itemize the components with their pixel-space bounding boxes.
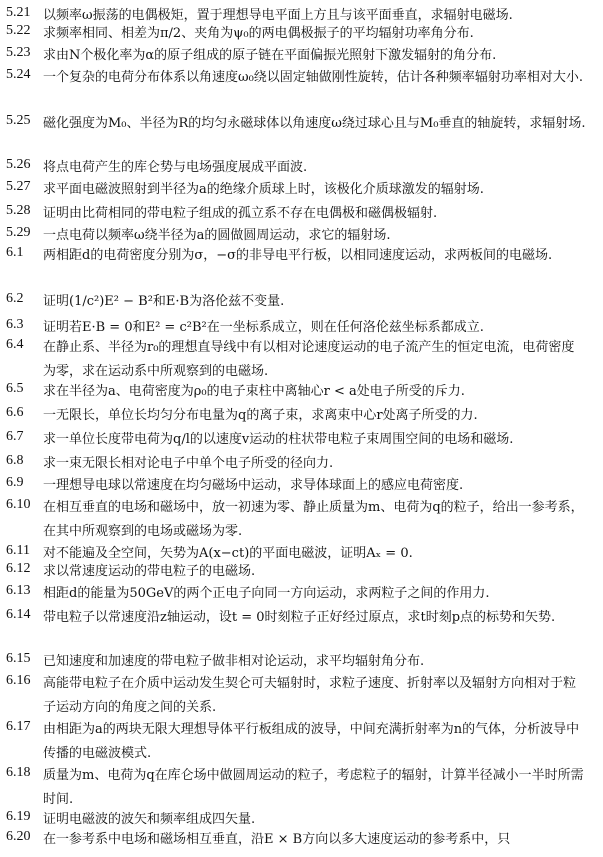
problem-number: 6.7	[6, 429, 24, 444]
problem-number: 5.22	[6, 23, 31, 38]
problem-number: 6.16	[6, 673, 31, 688]
problem-number: 5.24	[6, 67, 31, 82]
problem-number: 6.5	[6, 381, 24, 396]
problem-number: 6.2	[6, 291, 24, 306]
problem-text: 以频率ω振荡的电偶极矩，置于理想导电平面上方且与该平面垂直，求辐射电磁场.	[43, 8, 513, 23]
problem-number: 5.27	[6, 179, 31, 194]
problem-number: 6.20	[6, 829, 31, 844]
problem-text: 一理想导电球以常速度在均匀磁场中运动，求导体球面上的感应电荷密度.	[43, 478, 464, 493]
problem-number: 5.23	[6, 45, 31, 60]
problem-text: 求以常速度运动的带电粒子的电磁场.	[43, 564, 256, 579]
problem-text: 求频率相同、相差为π/2、夹角为ψ₀的两电偶极振子的平均辐射功率角分布.	[43, 26, 474, 41]
problem-text: 证明电磁波的波矢和频率组成四矢量.	[43, 812, 256, 827]
problem-number: 6.3	[6, 317, 24, 332]
problem-number: 5.28	[6, 203, 31, 218]
problem-text: 一个复杂的电荷分布体系以角速度ω₀绕以固定轴做刚性旋转，估计各种频率辐射功率相对大小.	[43, 70, 583, 85]
problem-number: 6.12	[6, 561, 31, 576]
problem-number: 6.9	[6, 475, 24, 490]
problem-number: 6.17	[6, 719, 31, 734]
problem-text: 由相距为a的两块无限大理想导体平行板组成的波导，中间充满折射率为n的气体，分析波导中传播的电磁波模式.	[43, 722, 580, 761]
problem-number: 5.21	[6, 5, 31, 20]
problem-number: 6.10	[6, 497, 31, 512]
problem-number: 6.13	[6, 583, 31, 598]
problem-text: 相距d的能量为50GeV的两个正电子向同一方向运动，求两粒子之间的作用力.	[43, 586, 490, 601]
problem-text: 一点电荷以频率ω绕半径为a的圆做圆周运动，求它的辐射场.	[43, 228, 391, 243]
problem-text: 一无限长，单位长均匀分布电量为q的离子束，求离束中心r处离子所受的力.	[43, 408, 478, 423]
problem-number: 6.1	[6, 245, 24, 260]
problem-number: 6.4	[6, 337, 24, 352]
problem-number: 6.19	[6, 809, 31, 824]
problem-number: 6.8	[6, 453, 24, 468]
problem-text: 磁化强度为M₀、半径为R的均匀永磁球体以角速度ω绕过球心且与M₀垂直的轴旋转，求辐射场.	[43, 116, 586, 131]
problem-number: 5.26	[6, 157, 31, 172]
problem-number: 6.14	[6, 607, 31, 622]
problem-text: 在静止系、半径为r₀的理想直导线中有以相对论速度运动的电子流产生的恒定电流，电荷密度为零，求在运动系中所观察到的电磁场.	[43, 340, 575, 379]
problem-text: 求平面电磁波照射到半径为a的绝缘介质球上时，该极化介质球激发的辐射场.	[43, 182, 484, 197]
problem-number: 6.6	[6, 405, 24, 420]
problem-text: 两相距d的电荷密度分别为σ，−σ的非导电平行板，以相同速度运动，求两板间的电磁场.	[43, 248, 553, 263]
problem-text: 求在半径为a、电荷密度为ρ₀的电子束柱中离轴心r < a处电子所受的斥力.	[43, 384, 465, 399]
problem-text: 带电粒子以常速度沿z轴运动，设t = 0时刻粒子正好经过原点，求t时刻p点的标势和矢势.	[43, 610, 556, 625]
problem-number: 5.29	[6, 225, 31, 240]
problem-number: 5.25	[6, 113, 31, 128]
problem-text: 证明(1/c²)E² − B²和E·B为洛伦兹不变量.	[43, 294, 285, 309]
problem-text: 已知速度和加速度的带电粒子做非相对论运动，求平均辐射角分布.	[43, 654, 425, 669]
problem-text: 在相互垂直的电场和磁场中，放一初速为零、静止质量为m、电荷为q的粒子，给出一参考系，在其中所观察到的电场或磁场为零.	[43, 500, 584, 539]
problem-text: 将点电荷产生的库仑势与电场强度展成平面波.	[43, 160, 308, 175]
problem-text: 证明若E·B = 0和E² = c²B²在一坐标系成立，则在任何洛伦兹坐标系都成立.	[43, 320, 484, 335]
problem-text: 求由N个极化率为α的原子组成的原子链在平面偏振光照射下激发辐射的角分布.	[43, 48, 497, 63]
problem-text: 在一参考系中电场和磁场相互垂直，沿E × B方向以多大速度运动的参考系中，只	[43, 832, 511, 847]
problem-text: 高能带电粒子在介质中运动发生契仑可夫辐射时，求粒子速度、折射率以及辐射方向相对于粒子运动方向的角度之间的关系.	[43, 676, 577, 715]
problem-number: 6.11	[6, 543, 30, 558]
problem-text: 证明由比荷相同的带电粒子组成的孤立系不存在电偶极和磁偶极辐射.	[43, 206, 438, 221]
problem-number: 6.15	[6, 651, 31, 666]
problem-text: 求一束无限长相对论电子中单个电子所受的径向力.	[43, 456, 334, 471]
problem-text: 对不能遍及全空间，矢势为A(x−ct)的平面电磁波，证明Aₓ = 0.	[43, 546, 413, 561]
problem-text: 求一单位长度带电荷为q/l的以速度v运动的柱状带电粒子束周围空间的电场和磁场.	[43, 432, 514, 447]
problem-number: 6.18	[6, 765, 31, 780]
problem-text: 质量为m、电荷为q在库仑场中做圆周运动的粒子，考虑粒子的辐射，计算半径减小一半时所需时间.	[43, 768, 584, 807]
